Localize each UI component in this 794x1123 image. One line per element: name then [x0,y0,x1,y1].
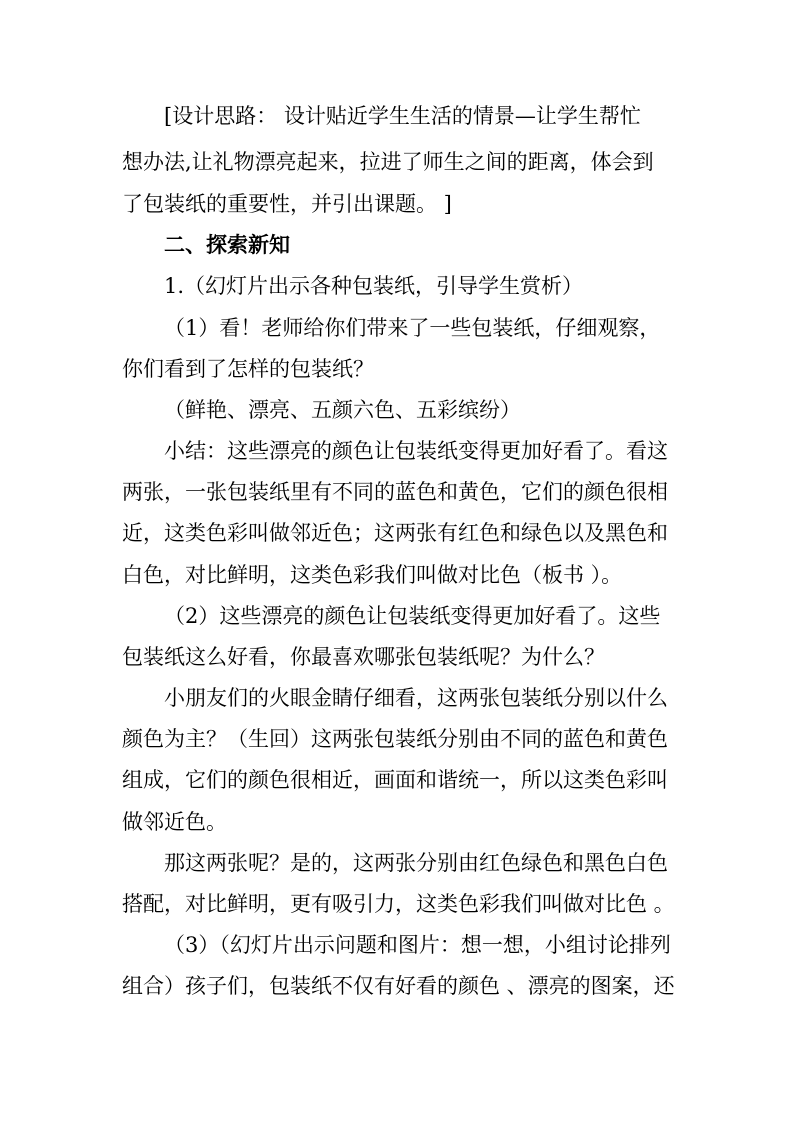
paragraph-2-line-1: 那这两张呢？是的，这两张分别由红色绿色和黑色白色 [164,851,668,875]
design-idea-line-1: [设计思路： 设计贴近学生生活的情景—让学生帮忙 [164,104,641,128]
student-answer: （鲜艳、漂亮、五颜六色、五彩缤纷） [164,398,521,422]
paragraph-1-line-1: 小朋友们的火眼金睛仔细看，这两张包装纸分别以什么 [164,686,668,710]
step-1-title: 1.（幻灯片出示各种包装纸，引导学生赏析） [164,274,584,298]
paragraph-2-line-2: 搭配，对比鲜明，更有吸引力，这类色彩我们叫做对比色 。 [122,892,675,916]
summary-line-2: 两张，一张包装纸里有不同的蓝色和黄色，它们的颜色很相 [122,480,668,504]
summary-line-1: 小结：这些漂亮的颜色让包装纸变得更加好看了。看这 [164,439,668,463]
design-idea-line-3: 了包装纸的重要性，并引出课题。 ] [122,192,452,216]
design-idea-line-2: 想办法,让礼物漂亮起来，拉进了师生之间的距离，体会到 [122,150,654,174]
section-heading: 二、探索新知 [164,233,290,257]
question-1-line-1: （1）看！老师给你们带来了一些包装纸，仔细观察， [164,316,661,340]
paragraph-1-line-4: 做邻近色。 [122,810,227,834]
question-1-line-2: 你们看到了怎样的包装纸？ [122,357,374,381]
question-2-line-2: 包装纸这么好看，你最喜欢哪张包装纸呢？为什么？ [122,645,605,669]
paragraph-1-line-2: 颜色为主？（生回）这两张包装纸分别由不同的蓝色和黄色 [122,727,668,751]
summary-line-3: 近，这类色彩叫做邻近色；这两张有红色和绿色以及黑色和 [122,521,668,545]
question-2-line-1: （2）这些漂亮的颜色让包装纸变得更加好看了。这些 [164,604,661,628]
summary-line-4: 白色，对比鲜明，这类色彩我们叫做对比色（板书 ）。 [122,563,623,587]
paragraph-1-line-3: 组成，它们的颜色很相近，画面和谐统一，所以这类色彩叫 [122,768,668,792]
question-3-line-2: 组合）孩子们，包装纸不仅有好看的颜色 、漂亮的图案，还 [122,974,675,998]
question-3-line-1: （3）（幻灯片出示问题和图片：想一想，小组讨论排列 [164,933,671,957]
